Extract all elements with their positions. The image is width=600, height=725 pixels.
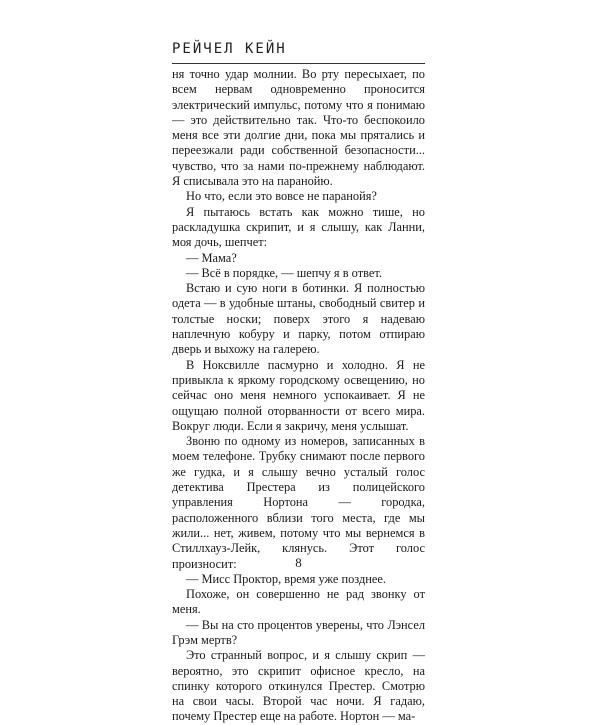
- paragraph: В Ноксвилле пасмурно и холодно. Я не привыкла к яркому городскому освещению, но сейчас оно меня немного успокаивает. Я не ощущаю полной оторванности от всего мира. Вокруг люди. Если я закричу, меня услышат.: [172, 357, 425, 433]
- paragraph: Но что, если это вовсе не паранойя?: [186, 189, 377, 204]
- paragraph: — Мисс Проктор, время уже позднее.: [186, 571, 387, 586]
- paragraph: Я пытаюсь встать как можно тише, но раскладушка скрипит, и я слышу, как Ланни, моя дочь, шепчет:: [172, 204, 425, 250]
- paragraph: ня точно удар молнии. Во рту пересыхает, по всем нервам одновременно проносится электрический импульс, потому что я понимаю — это действительно так. Что-то беспокоило меня все эти долгие дни, пока мы прятались и переезжали ради собственной безопасности... чувство, что за нами по-прежнему наблюдают. Я списывала это на паранойю.: [172, 67, 425, 189]
- paragraph: — Мама?: [186, 250, 237, 265]
- header-rule: [172, 63, 425, 64]
- paragraph: Звоню по одному из номеров, записанных в моем телефоне. Трубку снимают после первого же гудка, и я слышу вечно усталый голос детектива Престера из полицейского управления Нортона — городка, расположенного вблизи того места, где мы жили... нет, живем, потому что мы вернемся в Стиллхауз-Лейк, клянусь. Этот голос произносит:: [172, 434, 425, 571]
- page-number: 8: [295, 555, 302, 570]
- paragraph: — Всё в порядке, — шепчу я в ответ.: [186, 265, 382, 280]
- paragraph: Это странный вопрос, и я слышу скрип — вероятно, это скрипит офисное кресло, на спинку которого откинулся Престер. Смотрю на свои часы. Второй час ночи. Я гадаю, почему Престер еще на работе. Нортон — ма-: [172, 648, 425, 724]
- paragraph: — Вы на сто процентов уверены, что Лэнсел Грэм мертв?: [172, 617, 425, 647]
- paragraph: Похоже, он совершенно не рад звонку от меня.: [172, 587, 425, 617]
- body-text: [172, 67, 425, 725]
- running-head-author: РЕЙЧЕЛ КЕЙН: [172, 41, 287, 57]
- paragraph: Встаю и сую ноги в ботинки. Я полностью одета — в удобные штаны, свободный свитер и толстые носки; поверх этого я надеваю наплечную кобуру и парку, потом отпираю дверь и выхожу на галерею.: [172, 281, 425, 357]
